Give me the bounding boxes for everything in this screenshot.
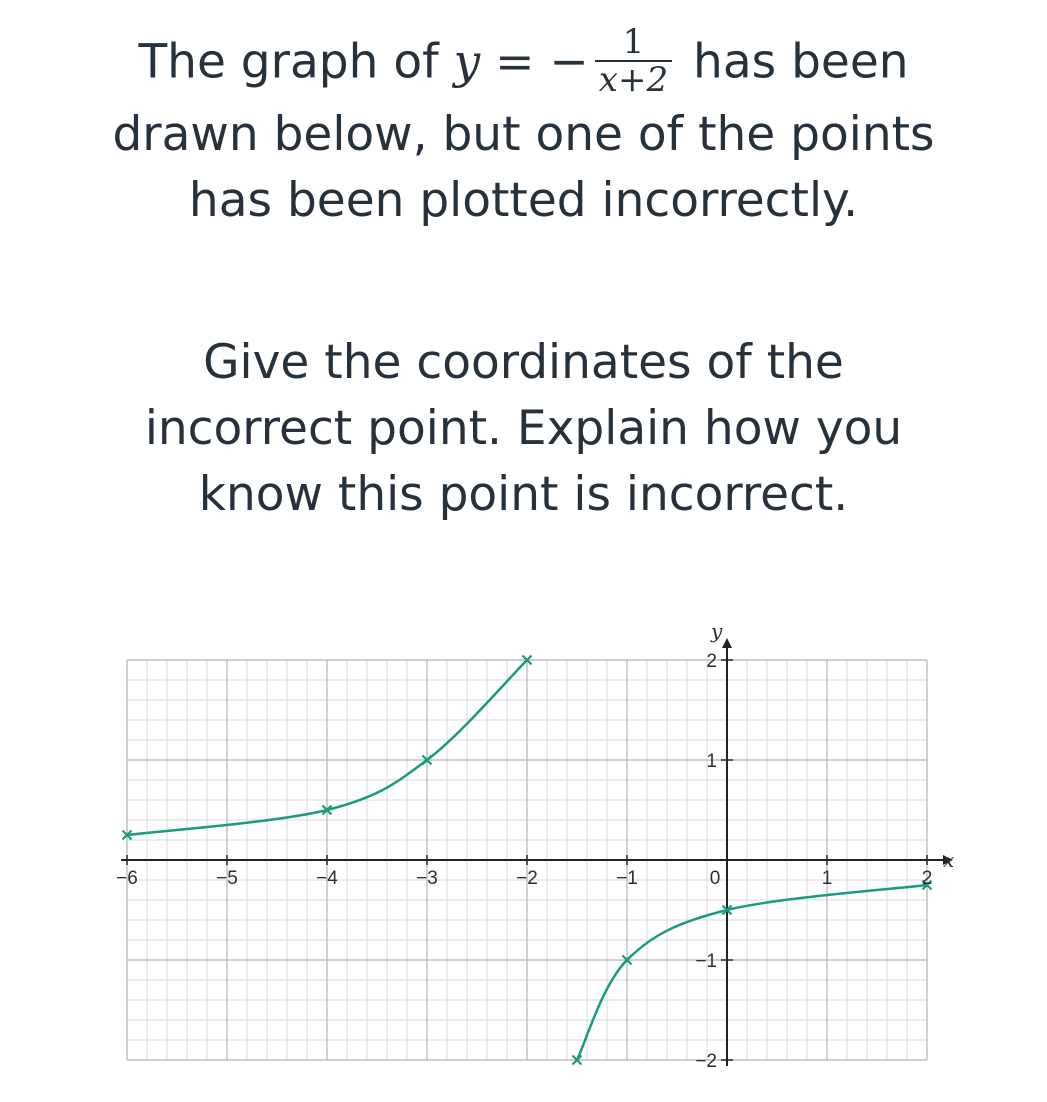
- curve-branch-2: [577, 885, 927, 1060]
- x-tick-label: 2: [921, 868, 933, 889]
- y-tick-label: 1: [706, 751, 717, 772]
- y-tick-label: −2: [695, 1051, 717, 1072]
- reciprocal-graph: [0, 590, 1047, 1090]
- equation-lhs: y = −: [453, 34, 589, 90]
- question-line-4: Give the coordinates of the: [203, 335, 844, 390]
- x-tick-label: 0: [709, 868, 721, 889]
- question-line-5: incorrect point. Explain how you: [144, 401, 903, 456]
- y-tick-label: −1: [695, 951, 717, 972]
- equation-denominator: x+2: [598, 60, 669, 100]
- x-tick-label: −2: [516, 868, 538, 889]
- question-text-part1: [0, 22, 1047, 234]
- equation-numerator: 1: [595, 24, 672, 62]
- x-axis-label: x: [943, 848, 955, 872]
- question-text-part2: [0, 330, 1047, 528]
- question-line-2: drawn below, but one of the points: [112, 107, 935, 162]
- question-line-6: know this point is incorrect.: [198, 467, 849, 522]
- question-line-3: has been plotted incorrectly.: [188, 173, 859, 228]
- tick-labels: [116, 619, 954, 1072]
- x-tick-label: −6: [116, 868, 138, 889]
- equation-fraction: [595, 24, 672, 98]
- y-tick-label: 2: [706, 651, 717, 672]
- y-axis-label: y: [711, 619, 723, 643]
- x-tick-label: 1: [821, 868, 833, 889]
- axes: [121, 638, 953, 1066]
- x-tick-label: −4: [316, 868, 338, 889]
- x-tick-label: −5: [216, 868, 238, 889]
- question-line-1: [0, 22, 1047, 102]
- x-tick-label: −3: [416, 868, 438, 889]
- y-axis-arrow: [722, 638, 732, 648]
- x-tick-label: −1: [616, 868, 638, 889]
- line1-after: has been: [693, 34, 909, 90]
- line1-before: The graph of: [138, 34, 439, 90]
